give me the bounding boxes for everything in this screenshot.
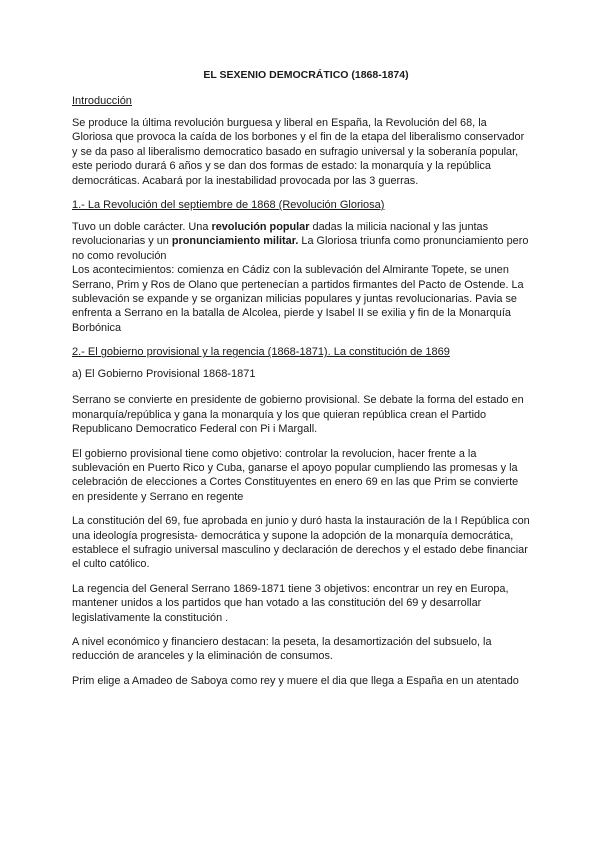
- section-2-paragraph-1: Serrano se convierte en presidente de gobierno provisional. Se debate la forma del estado en monarquía/república y gana la monarquía y los que quieran república crean el Partido Republicano Democratico Federal con Pi i Margall.: [72, 394, 524, 436]
- text-run: dadas la milicia nacional y las juntas revolucionarias y un: [72, 221, 489, 248]
- intro-heading: Introducción: [72, 95, 132, 107]
- section-1-paragraph-2: Los acontecimientos: comienza en Cádiz con la sublevación del Almirante Topete, se unen Serrano, Prim y Ros de Olano que pertenecían a partidos firmantes del Pacto de Ostende. La sublevación se expande y se organizan milicias populares y juntas revolucionarias. Pavia se enfrenta a Serrano en la batalla de Alcolea, pierde y Isabel II se exilia y fin de la Monarquía Borbónica: [72, 264, 524, 334]
- section-1-heading: 1.- La Revolución del septiembre de 1868 (Revolución Gloriosa): [72, 199, 385, 212]
- section-2a-heading: a) El Gobierno Provisional 1868-1871: [72, 368, 256, 381]
- text-run: Tuvo un doble carácter. Una: [72, 221, 212, 234]
- bold-text-pronunciamiento: pronunciamiento militar.: [171, 235, 299, 248]
- section-2-paragraph-4: La regencia del General Serrano 1869-1871 tiene 3 objetivos: encontrar un rey en Europa, mantener unidos a los partidos que han votado a las constitución del 69 y desarrollar legislativamente la constitución .: [72, 582, 509, 624]
- intro-paragraph: Se produce la última revolución burguesa y liberal en España, la Revolución del 68, la Gloriosa que provoca la caída de los borbones y el fin de la etapa del liberalismo conservador y se da paso al liberalismo democratico basado en sufragio universal y la soberanía popular, este periodo durará 6 años y se dan dos formas de estado: la monarquía y la república democráticas. Acabará por la inestabilidad provocada por las 3 guerras.: [72, 117, 525, 187]
- text-run: La Gloriosa triunfa como pronunciamiento pero no como revolución: [72, 235, 529, 262]
- document-title: EL SEXENIO DEMOCRÁTICO (1868-1874): [203, 69, 409, 81]
- section-2-paragraph-3: La constitución del 69, fue aprobada en junio y duró hasta la instauración de la I República con una ideología progresista- democrática y supone la adopción de la monarquía democrática, establece el sufragio universal masculino y declaración de derechos y el estado debe financiar el culto católico.: [72, 515, 530, 571]
- section-2-paragraph-5: A nivel económico y financiero destacan: la peseta, la desamortización del subsuelo, la reducción de aranceles y la eliminación de consumos.: [72, 635, 492, 663]
- bold-text-revolucion-popular: revolución popular: [211, 221, 310, 234]
- section-2-paragraph-6: Prim elige a Amadeo de Saboya como rey y muere el dia que llega a España en un atentado: [72, 674, 519, 687]
- section-2-heading: 2.- El gobierno provisional y la regencia (1868-1871). La constitución de 1869: [72, 346, 450, 359]
- section-1-paragraph-1: [72, 220, 530, 263]
- section-2-paragraph-2: El gobierno provisional tiene como objetivo: controlar la revolucion, hacer frente a la sublevación en Puerto Rico y Cuba, ganarse el apoyo popular cumpliendo las promesas y la celebración de elecciones a Cortes Constituyentes en enero 69 en las que Prim se convierte en presidente y Serrano en regente: [72, 447, 519, 503]
